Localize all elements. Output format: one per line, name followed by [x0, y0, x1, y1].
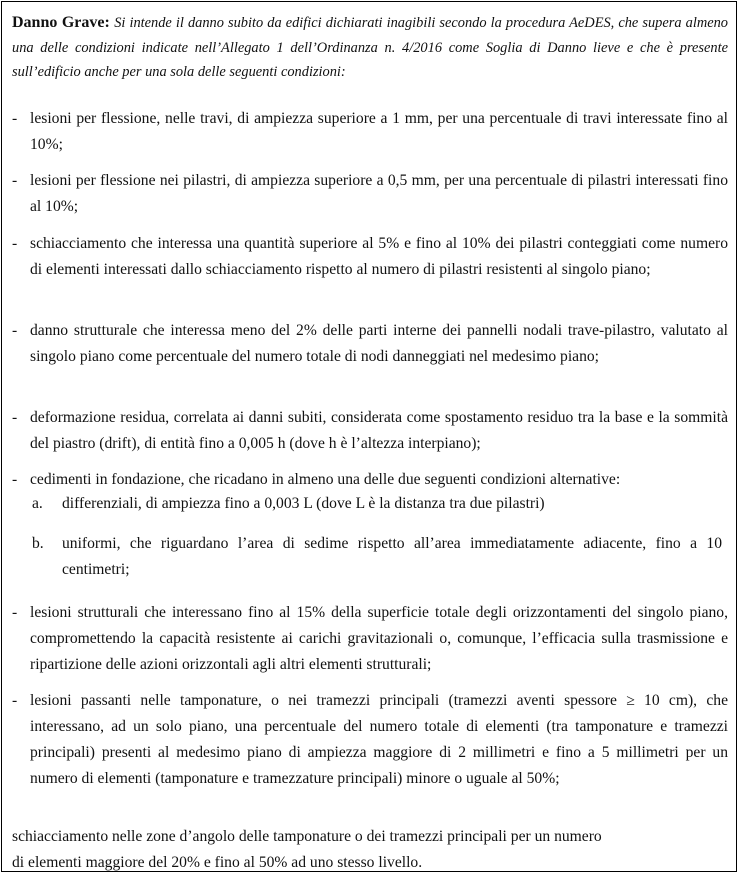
intro-text: Si intende il danno subito da edifici dichiarati inagibili secondo la procedura AeDES, che supera almeno una delle condizioni indicate nell’Allegato 1 dell’Ordinanza n. 4/2016 come Soglia di Danno lieve e che è presente sull’edificio anche per una sola delle seguenti condizioni: [12, 15, 728, 80]
list-item [12, 467, 728, 493]
closing-paragraph [12, 824, 728, 876]
section-title: Danno Grave: [12, 14, 110, 31]
sub-list-item [32, 491, 722, 517]
list-item [12, 405, 728, 457]
list-item-text: lesioni per flessione nei pilastri, di ampiezza superiore a 0,5 mm, per una percentuale di pilastri interessati fino al 10%; [30, 172, 728, 215]
list-item-text: lesioni strutturali che interessano fino al 15% della superficie totale degli orizzontamenti del singolo piano, compromettendo la capacità resistente ai carichi gravitazionali o, comunque, l’efficacia sulla trasmissione e ripartizione delle azioni orizzontali agli altri elementi strutturali; [30, 604, 728, 673]
list-item [12, 106, 728, 158]
document-box [1, 1, 737, 872]
sub-list-item-text: differenziali, di ampiezza fino a 0,003 L (dove L è la distanza tra due pilastri) [62, 495, 545, 512]
list-item [12, 318, 728, 370]
list-item-text: deformazione residua, correlata ai danni subiti, considerata come spostamento residuo tra la base e la sommità del piastro (drift), di entità fino a 0,005 h (dove h è l’altezza interpiano); [30, 409, 728, 452]
list-item-text: danno strutturale che interessa meno del 2% delle parti interne dei pannelli nodali trave-pilastro, valutato al singolo piano come percentuale del numero totale di nodi danneggiati nel medesimo piano; [30, 322, 728, 365]
list-item [12, 168, 728, 220]
intro-paragraph [12, 11, 728, 85]
list-marker: - [12, 172, 18, 189]
list-item-text: lesioni passanti nelle tamponature, o nei tramezzi principali (tramezzi aventi spessore ≥ 10 cm), che interessano, ad un solo piano, una percentuale del numero totale di elementi (tra tamponature e tramezzi principali) presenti al medesimo piano di ampiezza maggiore di 2 millimetri e fino a 5 millimetri per un numero di elementi (tamponature e tramezzature principali) minore o uguale al 50%; [30, 692, 728, 787]
list-marker: - [12, 110, 18, 127]
closing-line: schiacciamento nelle zone d’angolo delle tamponature o dei tramezzi principali per un numero [12, 828, 602, 845]
sub-list-item-text: uniformi, che riguardano l’area di sedime rispetto all’area immediatamente adiacente, fino a 10 centimetri; [62, 535, 722, 578]
list-marker: - [12, 692, 18, 709]
sub-list-marker: a. [32, 495, 43, 512]
sub-list-marker: b. [32, 535, 44, 552]
list-marker: - [12, 235, 18, 252]
list-item [12, 600, 728, 678]
list-marker: - [12, 322, 18, 339]
sub-list-item [32, 531, 722, 583]
list-item-text: cedimenti in fondazione, che ricadano in almeno una delle due seguenti condizioni alternative: [30, 471, 621, 488]
list-item [12, 688, 728, 792]
list-item [12, 231, 728, 283]
closing-line: di elementi maggiore del 20% e fino al 50% ad uno stesso livello. [12, 854, 423, 871]
list-item-text: lesioni per flessione, nelle travi, di ampiezza superiore a 1 mm, per una percentuale di travi interessate fino al 10%; [30, 110, 728, 153]
list-marker: - [12, 604, 18, 621]
list-marker: - [12, 409, 18, 426]
list-marker: - [12, 471, 18, 488]
list-item-text: schiacciamento che interessa una quantità superiore al 5% e fino al 10% dei pilastri conteggiati come numero di elementi interessati dallo schiacciamento rispetto al numero di pilastri resistenti al singolo piano; [30, 235, 728, 278]
